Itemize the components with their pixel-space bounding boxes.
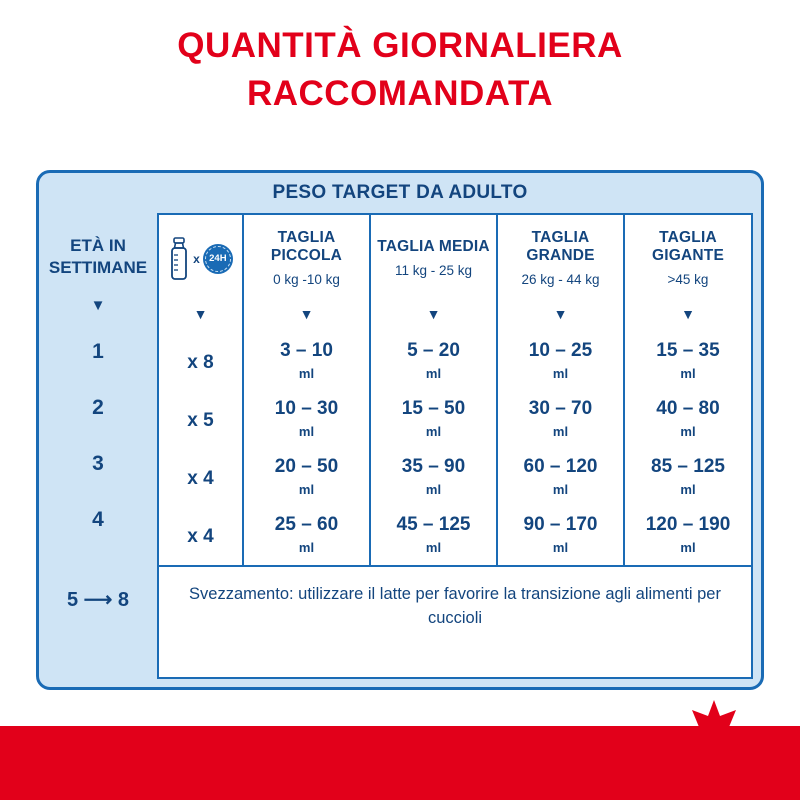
column-title: TAGLIA PICCOLA bbox=[270, 229, 343, 264]
age-header-line-2: SETTIMANE bbox=[48, 258, 148, 277]
cell-amount: 5 – 20 bbox=[407, 340, 460, 361]
cell-value bbox=[243, 507, 370, 566]
cell-value bbox=[370, 333, 497, 391]
cell-unit: ml bbox=[552, 482, 569, 497]
cell-amount: 3 – 10 bbox=[280, 340, 333, 361]
page-title bbox=[0, 22, 800, 118]
age-arrow-icon: ▼ bbox=[90, 297, 106, 314]
cell-value bbox=[497, 391, 624, 449]
column-title: TAGLIA MEDIA bbox=[377, 238, 490, 255]
cell-unit: ml bbox=[680, 540, 696, 555]
age-value: 1 bbox=[92, 340, 104, 363]
cell-amount: 25 – 60 bbox=[274, 514, 339, 535]
values-table-area bbox=[157, 213, 753, 679]
cell-value bbox=[624, 449, 751, 507]
arrow-icon: ▼ bbox=[497, 298, 624, 333]
cell-unit: ml bbox=[680, 424, 696, 439]
cell-amount: 60 – 120 bbox=[523, 456, 598, 477]
age-value-range: 5 ⟶ 8 bbox=[66, 589, 130, 611]
table-row bbox=[159, 391, 751, 449]
arrow-icon: ▼ bbox=[370, 298, 497, 333]
table-arrow-row bbox=[159, 298, 751, 333]
cell-unit: ml bbox=[680, 482, 696, 497]
weaning-note-row bbox=[159, 567, 751, 645]
page-title-line-2: RACCOMANDATA bbox=[246, 74, 554, 113]
cell-amount: 85 – 125 bbox=[651, 456, 725, 477]
table-row bbox=[159, 333, 751, 391]
weaning-note: Svezzamento: utilizzare il latte per favorire la transizione agli alimenti per cuccioli bbox=[189, 585, 721, 627]
arrow-icon: ▼ bbox=[681, 306, 695, 322]
cell-unit: ml bbox=[425, 482, 442, 497]
cell-amount: 120 – 190 bbox=[645, 514, 731, 535]
baby-bottle-icon bbox=[168, 237, 190, 281]
age-column bbox=[39, 213, 157, 687]
royal-canin-logo bbox=[666, 694, 762, 786]
cell-unit: ml bbox=[680, 366, 696, 381]
cell-value bbox=[497, 333, 624, 391]
cell-value bbox=[497, 507, 624, 566]
cell-amount: 35 – 90 bbox=[401, 456, 466, 477]
column-subtitle: 0 kg -10 kg bbox=[273, 272, 340, 287]
cell-unit: ml bbox=[298, 482, 315, 497]
table-row bbox=[159, 507, 751, 566]
cell-value bbox=[370, 507, 497, 566]
bottle-icon-cell bbox=[159, 215, 243, 298]
feeding-table bbox=[159, 215, 751, 645]
age-header-line-1: ETÀ IN bbox=[70, 236, 126, 255]
cell-unit: ml bbox=[298, 424, 315, 439]
cell-amount: 20 – 50 bbox=[274, 456, 339, 477]
cell-amount: 15 – 35 bbox=[656, 340, 720, 361]
cell-unit: ml bbox=[425, 424, 442, 439]
table-grid bbox=[39, 213, 761, 687]
cell-value bbox=[497, 449, 624, 507]
cell-value bbox=[243, 449, 370, 507]
cell-amount: 90 – 170 bbox=[523, 514, 598, 535]
column-subtitle: >45 kg bbox=[667, 272, 709, 287]
arrow-icon: ▼ bbox=[243, 298, 370, 333]
bottle-clock-group bbox=[159, 237, 242, 281]
column-header-large bbox=[497, 215, 624, 298]
table-header-title: PESO TARGET DA ADULTO bbox=[272, 182, 528, 203]
column-subtitle: 26 kg - 44 kg bbox=[521, 272, 600, 287]
column-header-giant bbox=[624, 215, 751, 298]
arrow-icon: ▼ bbox=[159, 298, 243, 333]
cell-unit: ml bbox=[425, 366, 442, 381]
cell-unit: ml bbox=[298, 540, 315, 555]
cell-unit: ml bbox=[552, 366, 569, 381]
table-row bbox=[159, 449, 751, 507]
cell-value bbox=[370, 449, 497, 507]
feedings-per-day: x 5 bbox=[159, 391, 243, 449]
table-header-row bbox=[159, 215, 751, 298]
feeding-table-card bbox=[36, 170, 764, 690]
page-title-line-1: QUANTITÀ GIORNALIERA bbox=[177, 26, 623, 65]
feedings-per-day: x 8 bbox=[159, 333, 243, 391]
24h-clock-icon: 24H bbox=[203, 244, 233, 274]
cell-amount: 10 – 25 bbox=[528, 340, 593, 361]
column-header-small bbox=[243, 215, 370, 298]
cell-unit: ml bbox=[298, 366, 315, 381]
feedings-per-day: x 4 bbox=[159, 507, 243, 566]
cell-value bbox=[624, 507, 751, 566]
cell-value bbox=[624, 333, 751, 391]
age-values bbox=[39, 324, 157, 628]
cell-amount: 30 – 70 bbox=[528, 398, 593, 419]
cell-amount: 45 – 125 bbox=[396, 514, 471, 535]
cell-amount: 15 – 50 bbox=[401, 398, 466, 419]
column-header-medium bbox=[370, 215, 497, 298]
cell-value bbox=[243, 391, 370, 449]
cell-unit: ml bbox=[552, 540, 569, 555]
cell-amount: 40 – 80 bbox=[656, 398, 720, 419]
cell-amount: 10 – 30 bbox=[274, 398, 339, 419]
column-title: TAGLIA GIGANTE bbox=[651, 229, 724, 264]
age-value: 3 bbox=[92, 452, 104, 475]
age-value: 2 bbox=[92, 396, 104, 419]
multiply-symbol: x bbox=[193, 251, 200, 266]
cell-value bbox=[243, 333, 370, 391]
cell-unit: ml bbox=[425, 540, 442, 555]
cell-value bbox=[624, 391, 751, 449]
cell-value bbox=[370, 391, 497, 449]
feedings-per-day: x 4 bbox=[159, 449, 243, 507]
column-subtitle: 11 kg - 25 kg bbox=[394, 263, 473, 278]
cell-unit: ml bbox=[552, 424, 569, 439]
age-value: 4 bbox=[92, 508, 104, 531]
column-title: TAGLIA GRANDE bbox=[526, 229, 595, 264]
age-column-header bbox=[39, 213, 157, 279]
